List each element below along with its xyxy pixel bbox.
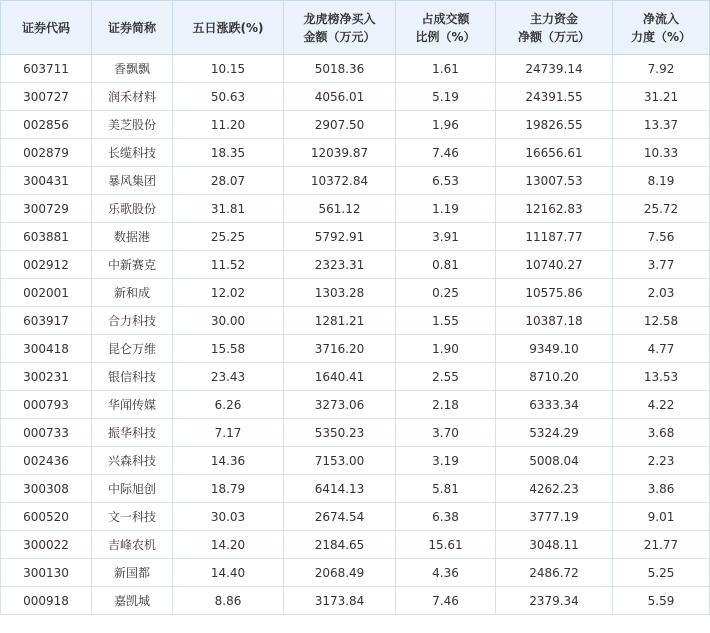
cell-code: 300308 [1,475,92,503]
table-row [1,391,710,419]
cell-name: 中际旭创 [92,475,173,503]
cell-turnover-ratio: 6.38 [396,503,496,531]
cell-net-inflow-strength: 21.77 [613,531,710,559]
cell-five-day-change: 6.26 [173,391,284,419]
cell-turnover-ratio: 0.25 [396,279,496,307]
header-label: 比例（%） [415,29,476,44]
cell-net-inflow-strength: 5.59 [613,587,710,615]
cell-five-day-change: 12.02 [173,279,284,307]
cell-name: 银信科技 [92,363,173,391]
cell-name: 文一科技 [92,503,173,531]
cell-net-inflow-strength: 13.37 [613,111,710,139]
cell-turnover-ratio: 0.81 [396,251,496,279]
cell-net-inflow-strength: 2.03 [613,279,710,307]
cell-main-net-flow: 10740.27 [496,251,613,279]
cell-code: 300727 [1,83,92,111]
cell-main-net-flow: 24391.55 [496,83,613,111]
cell-code: 000918 [1,587,92,615]
cell-code: 300022 [1,531,92,559]
header-turnover-ratio [396,1,496,55]
table-row [1,279,710,307]
cell-net-inflow-strength: 7.56 [613,223,710,251]
cell-main-net-flow: 10387.18 [496,307,613,335]
cell-lhb-net-buy: 2674.54 [284,503,396,531]
table-row [1,111,710,139]
cell-five-day-change: 15.58 [173,335,284,363]
cell-five-day-change: 30.00 [173,307,284,335]
cell-turnover-ratio: 5.81 [396,475,496,503]
header-net-inflow-strength [613,1,710,55]
cell-turnover-ratio: 1.55 [396,307,496,335]
cell-main-net-flow: 24739.14 [496,55,613,83]
header-label: 主力资金 [529,11,578,26]
cell-name: 昆仑万维 [92,335,173,363]
cell-main-net-flow: 13007.53 [496,167,613,195]
cell-five-day-change: 7.17 [173,419,284,447]
cell-main-net-flow: 2379.34 [496,587,613,615]
cell-lhb-net-buy: 12039.87 [284,139,396,167]
header-label: 净流入 [642,11,679,26]
cell-main-net-flow: 5008.04 [496,447,613,475]
cell-net-inflow-strength: 3.77 [613,251,710,279]
cell-name: 嘉凯城 [92,587,173,615]
cell-main-net-flow: 6333.34 [496,391,613,419]
header-label: 占成交额 [421,11,470,26]
table-row [1,335,710,363]
header-label: 证券简称 [107,20,156,35]
cell-net-inflow-strength: 2.23 [613,447,710,475]
header-label: 五日涨跌(%) [192,20,264,35]
cell-name: 中新赛克 [92,251,173,279]
cell-main-net-flow: 5324.29 [496,419,613,447]
table-row [1,55,710,83]
cell-name: 润禾材料 [92,83,173,111]
table-row [1,83,710,111]
table-row [1,363,710,391]
cell-code: 000793 [1,391,92,419]
cell-lhb-net-buy: 3173.84 [284,587,396,615]
cell-code: 002001 [1,279,92,307]
cell-five-day-change: 11.52 [173,251,284,279]
cell-turnover-ratio: 6.53 [396,167,496,195]
cell-turnover-ratio: 3.91 [396,223,496,251]
cell-code: 002912 [1,251,92,279]
cell-lhb-net-buy: 1640.41 [284,363,396,391]
cell-five-day-change: 10.15 [173,55,284,83]
cell-net-inflow-strength: 10.33 [613,139,710,167]
cell-five-day-change: 18.79 [173,475,284,503]
cell-turnover-ratio: 1.19 [396,195,496,223]
cell-five-day-change: 14.36 [173,447,284,475]
table-row [1,251,710,279]
cell-net-inflow-strength: 4.22 [613,391,710,419]
cell-turnover-ratio: 1.96 [396,111,496,139]
cell-code: 000733 [1,419,92,447]
cell-main-net-flow: 16656.61 [496,139,613,167]
cell-lhb-net-buy: 6414.13 [284,475,396,503]
header-code [1,1,92,55]
cell-lhb-net-buy: 2907.50 [284,111,396,139]
cell-name: 兴森科技 [92,447,173,475]
cell-main-net-flow: 10575.86 [496,279,613,307]
cell-five-day-change: 31.81 [173,195,284,223]
cell-main-net-flow: 12162.83 [496,195,613,223]
cell-lhb-net-buy: 7153.00 [284,447,396,475]
cell-code: 600520 [1,503,92,531]
cell-name: 香飘飘 [92,55,173,83]
cell-turnover-ratio: 2.55 [396,363,496,391]
cell-code: 300431 [1,167,92,195]
cell-name: 美芝股份 [92,111,173,139]
cell-lhb-net-buy: 5792.91 [284,223,396,251]
header-label: 净额（万元） [517,29,590,44]
cell-net-inflow-strength: 9.01 [613,503,710,531]
header-name [92,1,173,55]
cell-lhb-net-buy: 10372.84 [284,167,396,195]
cell-main-net-flow: 19826.55 [496,111,613,139]
cell-turnover-ratio: 1.90 [396,335,496,363]
cell-lhb-net-buy: 2184.65 [284,531,396,559]
cell-five-day-change: 8.86 [173,587,284,615]
header-row [1,1,710,55]
cell-code: 002879 [1,139,92,167]
header-label: 龙虎榜净买入 [303,11,376,26]
cell-code: 603881 [1,223,92,251]
header-lhb-net-buy [284,1,396,55]
cell-lhb-net-buy: 3716.20 [284,335,396,363]
cell-lhb-net-buy: 561.12 [284,195,396,223]
header-label: 证券代码 [21,20,70,35]
cell-turnover-ratio: 7.46 [396,587,496,615]
cell-five-day-change: 14.40 [173,559,284,587]
cell-name: 华闻传媒 [92,391,173,419]
cell-net-inflow-strength: 3.68 [613,419,710,447]
cell-name: 数据港 [92,223,173,251]
cell-code: 300418 [1,335,92,363]
cell-turnover-ratio: 7.46 [396,139,496,167]
table-row [1,167,710,195]
cell-net-inflow-strength: 12.58 [613,307,710,335]
cell-name: 暴风集团 [92,167,173,195]
cell-turnover-ratio: 15.61 [396,531,496,559]
cell-turnover-ratio: 3.70 [396,419,496,447]
header-five-day-change [173,1,284,55]
cell-code: 002436 [1,447,92,475]
cell-turnover-ratio: 3.19 [396,447,496,475]
cell-code: 300729 [1,195,92,223]
cell-code: 603917 [1,307,92,335]
header-label: 力度（%） [630,29,692,44]
cell-main-net-flow: 9349.10 [496,335,613,363]
cell-name: 吉峰农机 [92,531,173,559]
header-main-net-flow [496,1,613,55]
cell-name: 合力科技 [92,307,173,335]
cell-net-inflow-strength: 31.21 [613,83,710,111]
cell-net-inflow-strength: 13.53 [613,363,710,391]
cell-name: 新和成 [92,279,173,307]
cell-name: 长缆科技 [92,139,173,167]
cell-five-day-change: 28.07 [173,167,284,195]
cell-five-day-change: 23.43 [173,363,284,391]
cell-main-net-flow: 2486.72 [496,559,613,587]
table-row [1,531,710,559]
table-row [1,587,710,615]
cell-lhb-net-buy: 5350.23 [284,419,396,447]
cell-five-day-change: 25.25 [173,223,284,251]
cell-five-day-change: 30.03 [173,503,284,531]
cell-lhb-net-buy: 2323.31 [284,251,396,279]
cell-five-day-change: 18.35 [173,139,284,167]
table-row [1,139,710,167]
cell-lhb-net-buy: 1281.21 [284,307,396,335]
cell-lhb-net-buy: 4056.01 [284,83,396,111]
table-row [1,223,710,251]
cell-name: 乐歌股份 [92,195,173,223]
cell-main-net-flow: 3777.19 [496,503,613,531]
cell-five-day-change: 11.20 [173,111,284,139]
cell-five-day-change: 50.63 [173,83,284,111]
cell-turnover-ratio: 2.18 [396,391,496,419]
table-row [1,195,710,223]
table-row [1,307,710,335]
cell-main-net-flow: 11187.77 [496,223,613,251]
cell-code: 300130 [1,559,92,587]
cell-name: 新国都 [92,559,173,587]
table-row [1,503,710,531]
cell-code: 002856 [1,111,92,139]
cell-net-inflow-strength: 25.72 [613,195,710,223]
table-row [1,475,710,503]
cell-lhb-net-buy: 3273.06 [284,391,396,419]
table-row [1,419,710,447]
cell-name: 振华科技 [92,419,173,447]
cell-net-inflow-strength: 4.77 [613,335,710,363]
cell-net-inflow-strength: 5.25 [613,559,710,587]
table-row [1,559,710,587]
cell-main-net-flow: 3048.11 [496,531,613,559]
cell-lhb-net-buy: 2068.49 [284,559,396,587]
cell-main-net-flow: 4262.23 [496,475,613,503]
cell-main-net-flow: 8710.20 [496,363,613,391]
cell-net-inflow-strength: 3.86 [613,475,710,503]
cell-lhb-net-buy: 5018.36 [284,55,396,83]
cell-turnover-ratio: 4.36 [396,559,496,587]
cell-turnover-ratio: 1.61 [396,55,496,83]
table-body [1,55,710,615]
cell-net-inflow-strength: 8.19 [613,167,710,195]
cell-code: 603711 [1,55,92,83]
cell-lhb-net-buy: 1303.28 [284,279,396,307]
header-label: 金额（万元） [303,29,376,44]
cell-five-day-change: 14.20 [173,531,284,559]
cell-net-inflow-strength: 7.92 [613,55,710,83]
table-row [1,447,710,475]
cell-code: 300231 [1,363,92,391]
cell-turnover-ratio: 5.19 [396,83,496,111]
